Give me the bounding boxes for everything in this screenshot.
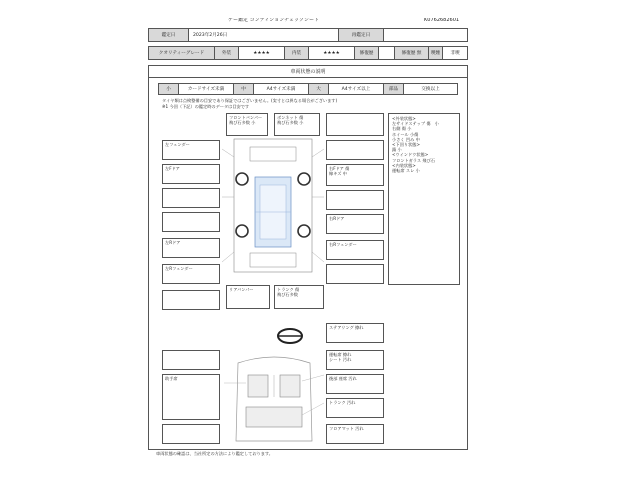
- sheet-title: ゲー鑑定 コンディションチェックシート: [228, 18, 319, 23]
- interior-label: 内装: [285, 47, 309, 59]
- reappraisal-label: 再鑑定日: [339, 29, 384, 41]
- note-left-rear-fender: 左Rフェンダー: [162, 264, 220, 284]
- note-rear-left: リアバンパー: [226, 285, 270, 309]
- note-right-front-door: 右Fドア 傷 線キズ 中: [326, 164, 384, 186]
- note-left-front-door: 左Fドア: [162, 164, 220, 184]
- smoking-value: 非喫: [450, 51, 460, 56]
- note-rear-seat: 後部 座席 汚れ: [326, 374, 384, 394]
- exterior-rating: ★★★★: [239, 47, 285, 59]
- note-floor-mat: フロアマット 汚れ: [326, 424, 384, 444]
- note-rear-right: トランク 傷 飛び石多数: [274, 285, 324, 309]
- note-passenger-seat: 助手席: [162, 374, 220, 420]
- note-box-blank: [162, 290, 220, 310]
- note-box-blank: [326, 140, 384, 160]
- car-interior-diagram: [224, 355, 324, 447]
- legend-desc: A4サイズ以上: [329, 84, 384, 94]
- note-left-fender: 左フェンダー: [162, 140, 220, 160]
- note-steering: ステアリング 擦れ: [326, 323, 384, 343]
- legend-desc: カードサイズ未満: [179, 84, 234, 94]
- legend-row: [158, 83, 458, 95]
- note-right-rear-door: 右Rドア: [326, 214, 384, 234]
- exterior-label: 外装: [215, 47, 239, 59]
- note-box-blank: [162, 188, 220, 208]
- note-box-blank: [162, 212, 220, 232]
- quality-grade-label: クオリティーグレード: [149, 47, 215, 59]
- instruction-line: タイヤ類は点検整備の目安であり保証ではございません。(実寸とは異なる場合がございます): [162, 98, 338, 103]
- note-box-blank: [326, 264, 384, 284]
- grade-row: [148, 46, 468, 60]
- legend-desc: A4サイズ未満: [254, 84, 309, 94]
- condition-remarks: <外装状態> 左サイドステップ 傷 小 右側 傷 小 ホイール 小傷 小さく 凹み 中 <下回り状態> 錆 小 <ウインドウ状態> フロントガラス 飛び石 <内装状態> 運転席 スレ 小: [388, 113, 460, 285]
- note-right-rear-fender: 右Rフェンダー: [326, 240, 384, 260]
- date-label: 鑑定日: [149, 29, 189, 41]
- legend-key: 中: [234, 84, 254, 94]
- legend-key: 部品: [384, 84, 404, 94]
- interior-rating: ★★★★: [309, 47, 355, 59]
- reappraisal-date: [384, 29, 467, 41]
- car-exterior-diagram: [222, 137, 324, 274]
- repair-value: [379, 47, 395, 59]
- note-box-blank: [326, 190, 384, 210]
- footer-note: 車両状態の確認は、当社所定の方法により鑑定しております。: [156, 451, 273, 456]
- instruction-line: ※1 今回（下記）の鑑定時のデータは目安です: [162, 104, 250, 109]
- legend-key: 小: [159, 84, 179, 94]
- note-box-blank: [162, 350, 220, 370]
- note-trunk: トランク 汚れ: [326, 398, 384, 418]
- note-left-rear-door: 左Rドア: [162, 238, 220, 258]
- document-number: K0762682601: [424, 18, 460, 23]
- appraisal-date: 2023年2月26日: [189, 29, 339, 41]
- note-front-left: フロントバンパー 飛び石多数 小: [226, 113, 268, 136]
- repair-label: 修復歴: [355, 47, 379, 59]
- smoking-label: 喫煙: [429, 47, 443, 59]
- note-driver-seat: 運転席 擦れ シート 汚れ: [326, 350, 384, 370]
- legend-key: 大: [309, 84, 329, 94]
- note-box-blank: [162, 424, 220, 444]
- section-title: 車両状態の説明: [148, 65, 468, 78]
- note-box-blank: [326, 113, 384, 136]
- legend-desc: 交換以上: [421, 87, 440, 92]
- steering-wheel-icon: [276, 326, 304, 346]
- repair2-label: 修復歴 無: [395, 47, 429, 59]
- note-front-right: ボンネット 傷 飛び石多数 小: [274, 113, 320, 136]
- info-row: [148, 28, 468, 42]
